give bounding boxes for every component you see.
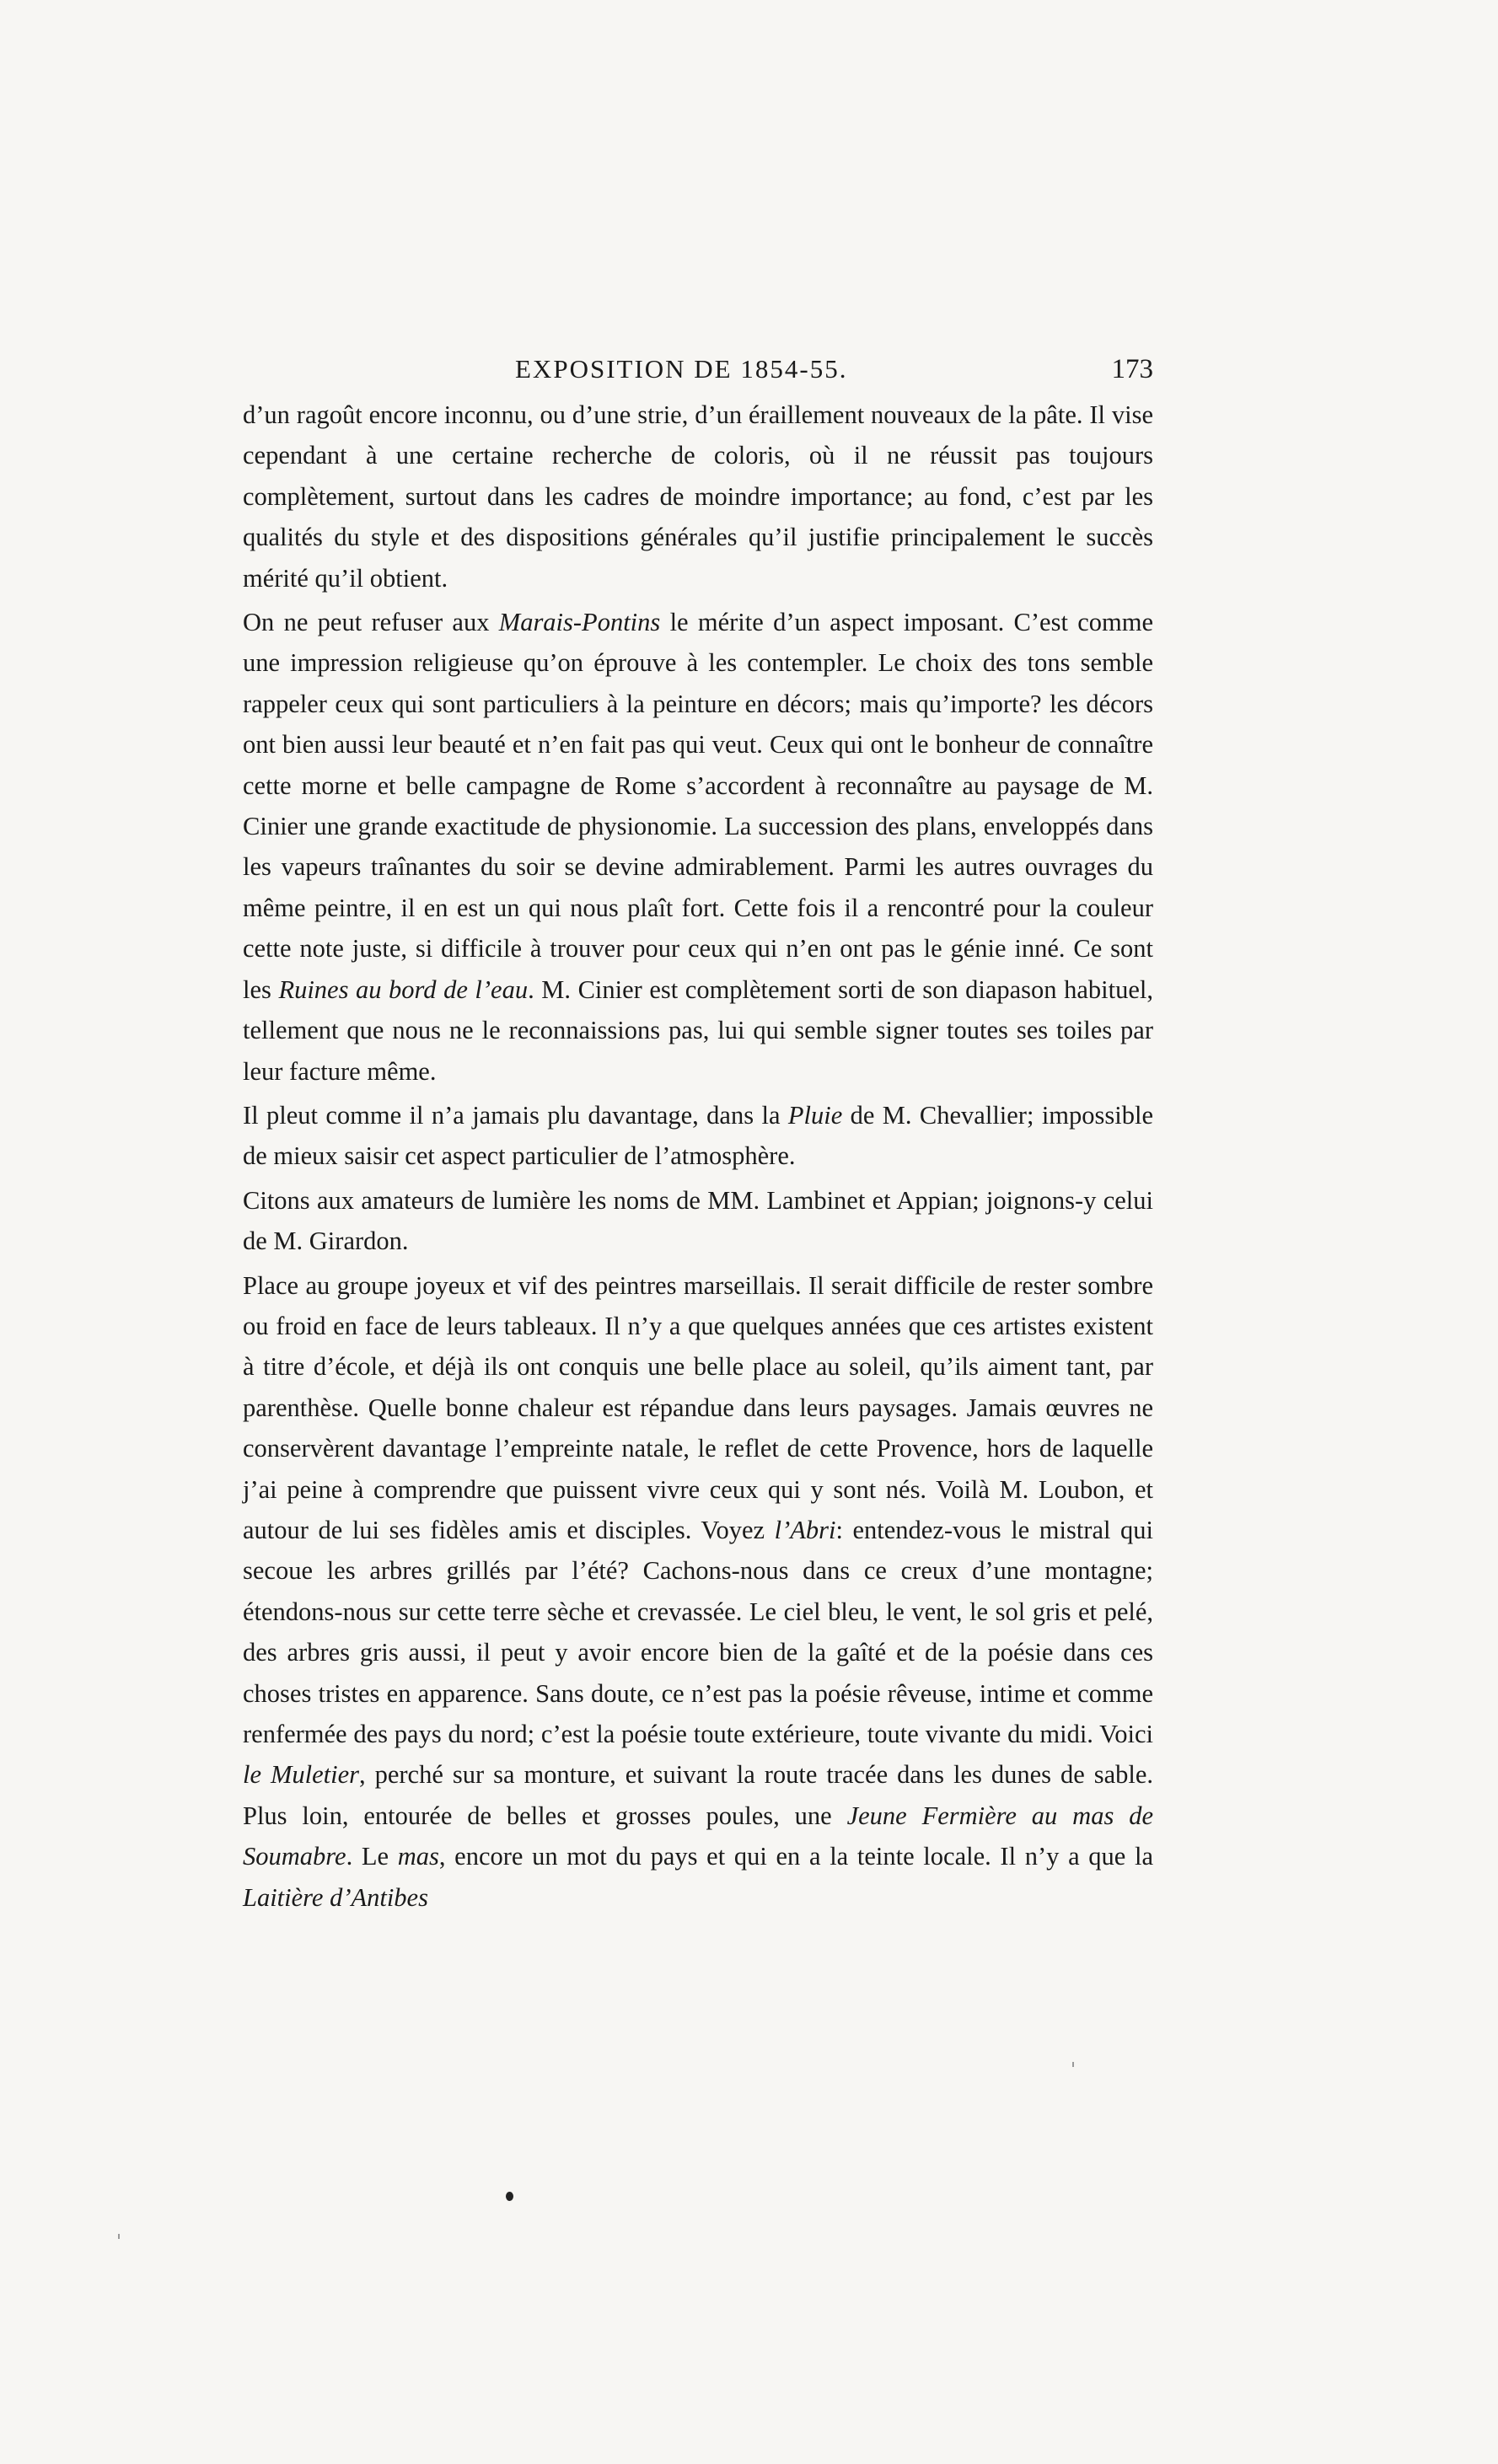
text-segment: . Le <box>346 1842 398 1871</box>
text-segment: , encore un mot du pays et qui en a la teinte locale. Il n’y a que la <box>438 1842 1154 1871</box>
artwork-title-pluie: Pluie <box>787 1100 843 1130</box>
text-segment: de M. Chevallier; impossible de mieux saisir cet aspect particulier de l’atmosphère. <box>243 1100 1153 1171</box>
text-segment: Citons aux amateurs de lumière les noms de MM. Lambinet et Appian; joignons-y celui de M. Girardon. <box>243 1185 1153 1256</box>
text-segment: . M. Cinier est complètement sorti de son diapason habituel, tellement que nous ne le reconnaissions pas, lui qui semble signer toutes ses toiles par leur facture même. <box>243 974 1153 1086</box>
paragraph-4 <box>243 1180 1153 1262</box>
text-segment: Place au groupe joyeux et vif des peintres marseillais. Il serait difficile de rester sombre ou froid en face de leurs tableaux. Il n’y a que quelques années que ces artistes existent à titre d’école, et déjà ils ont conquis une belle place au soleil, qu’ils aiment tant, par parenthèse. Quelle bonne chaleur est répandue dans leurs paysages. Jamais œuvres ne conservèrent davantage l’empreinte natale, le reflet de cette Provence, hors de laquelle j’ai peine à comprendre que puissent vivre ceux qui y sont nés. Voilà M. Loubon, et autour de lui ses fidèles amis et disciples. Voyez <box>243 1270 1153 1544</box>
artwork-title-laitiere: Laitière d’Antibes <box>243 1882 428 1912</box>
artwork-title-jeune-fermiere: Jeune Fermière au mas de Soumabre <box>243 1801 1153 1871</box>
text-segment: , perché sur sa monture, et suivant la route tracée dans les dunes de sable. Plus loin, entourée de belles et grosses poules, une <box>243 1760 1153 1830</box>
paragraph-3 <box>243 1095 1153 1177</box>
artwork-title-ruines: Ruines au bord de l’eau <box>278 974 529 1004</box>
paragraph-2 <box>243 602 1153 1092</box>
paragraph-5 <box>243 1265 1153 1919</box>
artwork-title-abri: l’Abri <box>774 1515 836 1544</box>
paragraph-1 <box>243 395 1153 599</box>
ink-spot <box>506 2192 513 2201</box>
scan-speck <box>1072 2062 1074 2067</box>
text-segment: : entendez-vous le mistral qui secoue les arbres grillés par l’été? Cachons-nous dans ce creux d’une montagne; étendons-nous sur cette terre sèche et crevassée. Le ciel bleu, le vent, le sol gris et pelé, des arbres gris aussi, il peut y avoir encore bien de la gaîté et de la poésie dans ces choses tristes en apparence. Sans doute, ce n’est pas la poésie rêveuse, intime et comme renfermée des pays du nord; c’est la poésie toute extérieure, toute vivante du midi. Voici <box>243 1515 1153 1748</box>
word-mas: mas <box>397 1842 439 1871</box>
running-title: EXPOSITION DE 1854-55. <box>515 354 848 384</box>
text-segment: On ne peut refuser aux <box>243 608 499 637</box>
body-text <box>243 395 1153 1921</box>
text-segment: d’un ragoût encore inconnu, ou d’une strie, d’un éraillement nouveaux de la pâte. Il vise cependant à une certaine recherche de coloris, où il ne réussit pas toujours complètement, surtout dans les cadres de moindre importance; au fond, c’est par les qualités du style et des dispositions générales qu’il justifie principalement le succès mérité qu’il obtient. <box>243 400 1153 593</box>
artwork-title-marais-pontins: Marais-Pontins <box>498 608 661 637</box>
page-number: 173 <box>1111 354 1153 384</box>
text-segment: Il pleut comme il n’a jamais plu davantage, dans la <box>243 1100 788 1130</box>
artwork-title-muletier: le Muletier <box>243 1760 360 1790</box>
running-head <box>243 354 1153 396</box>
scan-speck <box>118 2234 120 2239</box>
text-segment: le mérite d’un aspect imposant. C’est comme une impression religieuse qu’on éprouve à les contempler. Le choix des tons semble rappeler ceux qui sont particuliers à la peinture en décors; mais qu’importe? les décors ont bien aussi leur beauté et n’en fait pas qui veut. Ceux qui ont le bonheur de connaître cette morne et belle campagne de Rome s’accordent à reconnaître au paysage de M. Cinier une grande exactitude de physionomie. La succession des plans, enveloppés dans les vapeurs traînantes du soir se devine admirablement. Parmi les autres ouvrages du même peintre, il en est un qui nous plaît fort. Cette fois il a rencontré pour la couleur cette note juste, si difficile à trouver pour ceux qui n’en ont pas le génie inné. Ce sont les <box>243 608 1153 1004</box>
